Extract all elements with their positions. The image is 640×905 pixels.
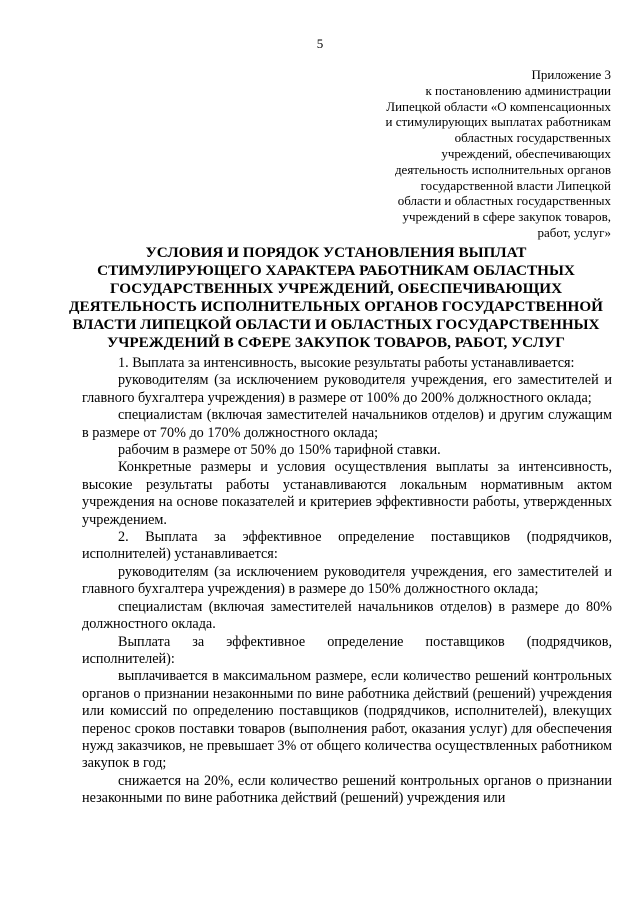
paragraph: Конкретные размеры и условия осуществления выплаты за интенсивность, высокие результаты работы устанавливаются локальным нормативным актом учреждения на основе показателей и критериев эффективности работы, утвержденных учреждением.	[82, 459, 612, 528]
appendix-header	[361, 67, 611, 241]
paragraph: руководителям (за исключением руководителя учреждения, его заместителей и главного бухгалтера учреждения) в размере до 150% должностного оклада;	[82, 563, 612, 598]
paragraph: Выплата за эффективное определение поставщиков (подрядчиков, исполнителей):	[82, 633, 612, 667]
paragraph: 2. Выплата за эффективное определение поставщиков (подрядчиков, исполнителей) устанавливается:	[82, 529, 612, 563]
appendix-line: государственной власти Липецкой	[420, 177, 611, 193]
title-line: ВЛАСТИ ЛИПЕЦКОЙ ОБЛАСТИ И ОБЛАСТНЫХ ГОСУДАРСТВЕННЫХ	[72, 316, 600, 334]
title-line: ГОСУДАРСТВЕННЫХ УЧРЕЖДЕНИЙ, ОБЕСПЕЧИВАЮЩИХ	[109, 280, 563, 298]
appendix-line: областных государственных	[454, 130, 611, 146]
appendix-line: Приложение 3	[531, 67, 611, 82]
paragraph: специалистам (включая заместителей начальников отделов) и другим служащим в размере от 70% до 170% должностного оклада;	[82, 407, 612, 441]
appendix-line: и стимулирующих выплатах работникам	[385, 114, 611, 130]
title-line: УЧРЕЖДЕНИЙ В СФЕРЕ ЗАКУПОК ТОВАРОВ, РАБОТ, УСЛУГ	[107, 334, 565, 352]
appendix-line: области и областных государственных	[397, 193, 611, 209]
paragraph: выплачивается в максимальном размере, если количество решений контрольных органов о признании незаконными по вине работника действий (решений) учреждения или комиссий по определению поставщиков (подрядчиков, исполнителей), влекущих перенос сроков поставки товаров (выполнения работ, оказания услуг) для обеспечения нужд заказчиков, не превышает 3% от общего количества осуществленных работником закупок в год;	[82, 668, 612, 772]
appendix-line: учреждений, обеспечивающих	[441, 145, 611, 161]
title-line: СТИМУЛИРУЮЩЕГО ХАРАКТЕРА РАБОТНИКАМ ОБЛАСТНЫХ	[97, 262, 575, 280]
paragraph: 1. Выплата за интенсивность, высокие результаты работы устанавливается:	[118, 355, 575, 371]
page-number: 5	[316, 36, 324, 51]
title-line: ДЕЯТЕЛЬНОСТЬ ИСПОЛНИТЕЛЬНЫХ ОРГАНОВ ГОСУДАРСТВЕННОЙ	[69, 298, 603, 316]
paragraph: снижается на 20%, если количество решений контрольных органов о признании незаконными по вине работника действий (решений) учреждения или	[82, 772, 612, 807]
paragraph: специалистам (включая заместителей начальников отделов) в размере до 80% должностного оклада.	[82, 598, 612, 633]
document-title	[60, 244, 612, 353]
document-body	[82, 355, 612, 808]
appendix-line: к постановлению администрации	[425, 82, 611, 98]
appendix-line: деятельность исполнительных органов	[394, 161, 611, 177]
appendix-line: учреждений в сфере закупок товаров,	[402, 209, 611, 225]
appendix-line: работ, услуг»	[537, 224, 611, 240]
appendix-line: Липецкой области «О компенсационных	[386, 98, 611, 114]
paragraph: рабочим в размере от 50% до 150% тарифной ставки.	[118, 442, 441, 459]
title-line: УСЛОВИЯ И ПОРЯДОК УСТАНОВЛЕНИЯ ВЫПЛАТ	[145, 244, 527, 261]
paragraph: руководителям (за исключением руководителя учреждения, его заместителей и главного бухгалтера учреждения) в размере от 100% до 200% должностного оклада;	[82, 372, 612, 406]
